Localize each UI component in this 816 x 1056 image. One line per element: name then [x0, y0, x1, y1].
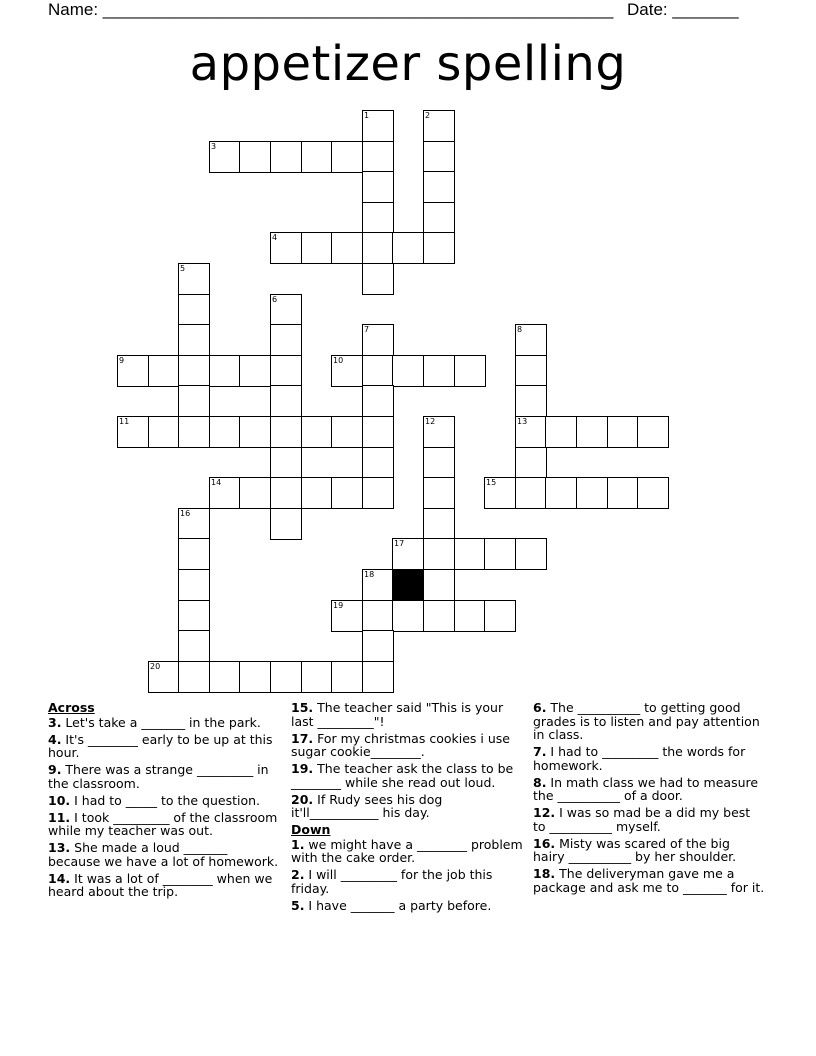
grid-cell[interactable]: [239, 416, 271, 448]
down-clue: [291, 838, 523, 865]
clue-number: 20: [150, 662, 161, 671]
grid-cell[interactable]: [301, 416, 333, 448]
grid-cell[interactable]: [362, 141, 394, 173]
clue-number: 1: [364, 111, 370, 120]
clue-number-label: 15.: [291, 700, 314, 715]
clue-number: 15: [486, 478, 497, 487]
clue-number: 2: [425, 111, 431, 120]
clue-number-label: 10.: [48, 792, 71, 808]
grid-cell[interactable]: [423, 171, 455, 203]
clue-text: If Rudy sees his dog it'll___________ his day.: [291, 791, 443, 820]
down-clue: [533, 867, 765, 894]
grid-cell[interactable]: [270, 141, 302, 173]
grid-cell[interactable]: [239, 477, 271, 509]
across-clue: [291, 793, 523, 820]
grid-cell[interactable]: [270, 508, 302, 540]
grid-cell[interactable]: [423, 141, 455, 173]
grid-cell[interactable]: [331, 600, 363, 632]
clue-text: I have _______ a party before.: [304, 897, 492, 913]
grid-cell[interactable]: [423, 447, 455, 479]
across-clue: [48, 733, 280, 760]
grid-cell[interactable]: [331, 477, 363, 509]
clue-number-label: 18.: [533, 866, 556, 881]
grid-cell[interactable]: [331, 661, 363, 693]
grid-cell[interactable]: [362, 263, 394, 295]
clue-number: 10: [333, 356, 344, 365]
clue-number-label: 20.: [291, 791, 314, 807]
grid-cell[interactable]: [178, 324, 210, 356]
clue-number: 3: [211, 142, 217, 151]
grid-cell[interactable]: [301, 232, 333, 264]
grid-cell[interactable]: [515, 385, 547, 417]
clue-text: She made a loud _______ because we have a lot of homework.: [48, 840, 279, 869]
grid-cell[interactable]: [362, 385, 394, 417]
clue-text: It's ________ early to be up at this hour.: [48, 731, 273, 760]
clue-number-label: 2.: [291, 867, 305, 882]
grid-cell[interactable]: [270, 232, 302, 264]
clue-text: In math class we had to measure the __________ of a door.: [533, 774, 759, 803]
across-clue: [48, 841, 280, 868]
clue-text: I took _________ of the classroom while my teacher was out.: [48, 809, 278, 838]
grid-cell[interactable]: [362, 416, 394, 448]
clue-number: 17: [394, 539, 405, 548]
grid-cell[interactable]: [515, 416, 547, 448]
grid-cell[interactable]: [301, 141, 333, 173]
clue-number-label: 1.: [291, 836, 305, 852]
grid-cell[interactable]: [178, 630, 210, 662]
clue-number-label: 3.: [48, 714, 62, 730]
grid-cell[interactable]: [423, 569, 455, 601]
grid-cell[interactable]: [117, 416, 149, 448]
grid-cell[interactable]: [423, 202, 455, 234]
grid-cell[interactable]: [178, 294, 210, 326]
grid-cell[interactable]: [148, 416, 180, 448]
across-clue: [48, 794, 280, 808]
clue-number: 11: [119, 417, 130, 426]
clue-number-label: 11.: [48, 809, 71, 825]
grid-cell[interactable]: [392, 600, 424, 632]
across-clue: [48, 872, 280, 899]
grid-cell[interactable]: [362, 569, 394, 601]
clue-text: I had to _____ to the question.: [70, 792, 261, 808]
clue-number: 14: [211, 478, 222, 487]
grid-cell[interactable]: [423, 232, 455, 264]
grid-cell[interactable]: [607, 416, 639, 448]
across-clue: [48, 763, 280, 790]
grid-cell[interactable]: [178, 263, 210, 295]
grid-cell[interactable]: [362, 355, 394, 387]
clue-number-label: 7.: [533, 744, 547, 759]
grid-cell[interactable]: [301, 661, 333, 693]
grid-cell[interactable]: [362, 600, 394, 632]
clue-text: I had to _________ the words for homework.: [533, 744, 746, 773]
clue-text: The deliveryman gave me a package and ask me to _______ for it.: [533, 866, 765, 895]
clue-text: There was a strange _________ in the classroom.: [48, 762, 269, 791]
grid-cell[interactable]: [392, 538, 424, 570]
grid-cell[interactable]: [209, 416, 241, 448]
down-clue-list-continued: [533, 701, 765, 894]
across-clue-list-continued: [291, 701, 523, 820]
clue-number-label: 19.: [291, 761, 314, 776]
grid-cell[interactable]: [331, 416, 363, 448]
down-clue: [533, 701, 765, 742]
grid-cell[interactable]: [362, 232, 394, 264]
across-clue-list: [48, 716, 280, 899]
across-clue: [291, 762, 523, 789]
clue-text: we might have a ________ problem with the cake order.: [291, 836, 523, 865]
clue-column-3: [533, 701, 765, 898]
grid-cell[interactable]: [515, 477, 547, 509]
clue-number: 6: [272, 295, 278, 304]
grid-cell[interactable]: [454, 538, 486, 570]
clue-number: 5: [180, 264, 186, 273]
grid-cell[interactable]: [423, 508, 455, 540]
down-clue: [533, 776, 765, 803]
grid-cell[interactable]: [178, 538, 210, 570]
clue-number-label: 13.: [48, 840, 71, 855]
grid-cell[interactable]: [545, 477, 577, 509]
clue-number-label: 17.: [291, 730, 314, 746]
clue-text: Misty was scared of the big hairy __________ by her shoulder.: [533, 835, 737, 864]
grid-cell[interactable]: [576, 477, 608, 509]
down-clue: [533, 837, 765, 864]
clue-text: Let's take a _______ in the park.: [61, 714, 261, 730]
grid-cell[interactable]: [423, 110, 455, 142]
grid-cell[interactable]: [331, 355, 363, 387]
grid-cell[interactable]: [362, 630, 394, 662]
grid-cell[interactable]: [454, 600, 486, 632]
black-cell: [392, 569, 424, 601]
grid-cell[interactable]: [362, 661, 394, 693]
grid-cell[interactable]: [270, 294, 302, 326]
grid-cell[interactable]: [545, 416, 577, 448]
page-title: appetizer spelling: [189, 36, 627, 92]
grid-cell[interactable]: [484, 600, 516, 632]
grid-cell[interactable]: [637, 416, 669, 448]
grid-cell[interactable]: [515, 324, 547, 356]
grid-cell[interactable]: [362, 324, 394, 356]
grid-cell[interactable]: [239, 141, 271, 173]
clue-number: 18: [364, 570, 375, 579]
grid-cell[interactable]: [362, 110, 394, 142]
grid-cell[interactable]: [423, 600, 455, 632]
grid-cell[interactable]: [392, 355, 424, 387]
down-clue: [533, 745, 765, 772]
clue-number-label: 5.: [291, 897, 305, 913]
grid-cell[interactable]: [148, 355, 180, 387]
clue-number-label: 4.: [48, 731, 62, 747]
grid-cell[interactable]: [331, 232, 363, 264]
grid-cell[interactable]: [239, 355, 271, 387]
clue-number: 8: [517, 325, 523, 334]
grid-cell[interactable]: [515, 447, 547, 479]
down-clue: [533, 806, 765, 833]
grid-cell[interactable]: [178, 355, 210, 387]
clue-number-label: 9.: [48, 762, 62, 777]
across-clue: [291, 732, 523, 759]
grid-cell[interactable]: [270, 661, 302, 693]
clue-number: 7: [364, 325, 370, 334]
grid-cell[interactable]: [209, 355, 241, 387]
down-clue-list: [291, 838, 523, 913]
clue-number-label: 12.: [533, 805, 556, 820]
clue-number: 12: [425, 417, 436, 426]
grid-cell[interactable]: [301, 477, 333, 509]
across-clue: [291, 701, 523, 728]
clue-number-label: 14.: [48, 870, 71, 886]
grid-cell[interactable]: [637, 477, 669, 509]
across-heading: Across: [48, 700, 95, 715]
clue-number: 19: [333, 601, 344, 610]
clue-text: For my christmas cookies i use sugar cookie________.: [291, 730, 510, 759]
clue-number: 9: [119, 356, 125, 365]
grid-cell[interactable]: [209, 477, 241, 509]
clue-text: The teacher said "This is your last _________"!: [291, 700, 504, 729]
grid-cell[interactable]: [331, 141, 363, 173]
grid-cell[interactable]: [178, 569, 210, 601]
date-field: Date: _______: [627, 0, 739, 19]
grid-cell[interactable]: [362, 202, 394, 234]
grid-cell[interactable]: [515, 355, 547, 387]
grid-cell[interactable]: [117, 355, 149, 387]
clue-text: The teacher ask the class to be ________ while she read out loud.: [291, 761, 514, 790]
clue-text: I was so mad be a did my best to __________ myself.: [533, 805, 751, 834]
clue-number-label: 16.: [533, 835, 556, 851]
grid-cell[interactable]: [454, 355, 486, 387]
grid-cell[interactable]: [607, 477, 639, 509]
clue-number-label: 8.: [533, 774, 547, 790]
down-heading: Down: [291, 822, 331, 837]
name-field: Name: ______________________________________________________: [48, 0, 614, 19]
grid-cell[interactable]: [209, 141, 241, 173]
grid-cell[interactable]: [178, 600, 210, 632]
grid-cell[interactable]: [576, 416, 608, 448]
grid-cell[interactable]: [270, 447, 302, 479]
across-clue: [48, 716, 280, 730]
clue-text: The __________ to getting good grades is to listen and pay attention in class.: [533, 700, 760, 742]
clue-number: 4: [272, 233, 278, 242]
grid-cell[interactable]: [362, 171, 394, 203]
grid-cell[interactable]: [270, 355, 302, 387]
grid-cell[interactable]: [423, 416, 455, 448]
clue-number: 16: [180, 509, 191, 518]
grid-cell[interactable]: [148, 661, 180, 693]
grid-cell[interactable]: [484, 477, 516, 509]
clue-column-2: [291, 701, 523, 916]
grid-cell[interactable]: [270, 385, 302, 417]
grid-cell[interactable]: [423, 538, 455, 570]
clue-text: It was a lot of ________ when we heard about the trip.: [48, 870, 273, 899]
grid-cell[interactable]: [178, 416, 210, 448]
down-clue: [291, 899, 523, 913]
grid-cell[interactable]: [270, 416, 302, 448]
grid-cell[interactable]: [423, 355, 455, 387]
grid-cell[interactable]: [270, 324, 302, 356]
grid-cell[interactable]: [362, 447, 394, 479]
grid-cell[interactable]: [178, 385, 210, 417]
clue-column-1: [48, 701, 280, 902]
grid-cell[interactable]: [392, 232, 424, 264]
grid-cell[interactable]: [515, 538, 547, 570]
grid-cell[interactable]: [423, 477, 455, 509]
grid-cell[interactable]: [178, 508, 210, 540]
grid-cell[interactable]: [270, 477, 302, 509]
grid-cell[interactable]: [209, 661, 241, 693]
clue-number-label: 6.: [533, 700, 547, 715]
down-clue: [291, 868, 523, 895]
grid-cell[interactable]: [484, 538, 516, 570]
clue-number: 13: [517, 417, 528, 426]
grid-cell[interactable]: [362, 477, 394, 509]
grid-cell[interactable]: [178, 661, 210, 693]
clue-text: I will _________ for the job this friday.: [291, 867, 493, 896]
across-clue: [48, 811, 280, 838]
grid-cell[interactable]: [239, 661, 271, 693]
